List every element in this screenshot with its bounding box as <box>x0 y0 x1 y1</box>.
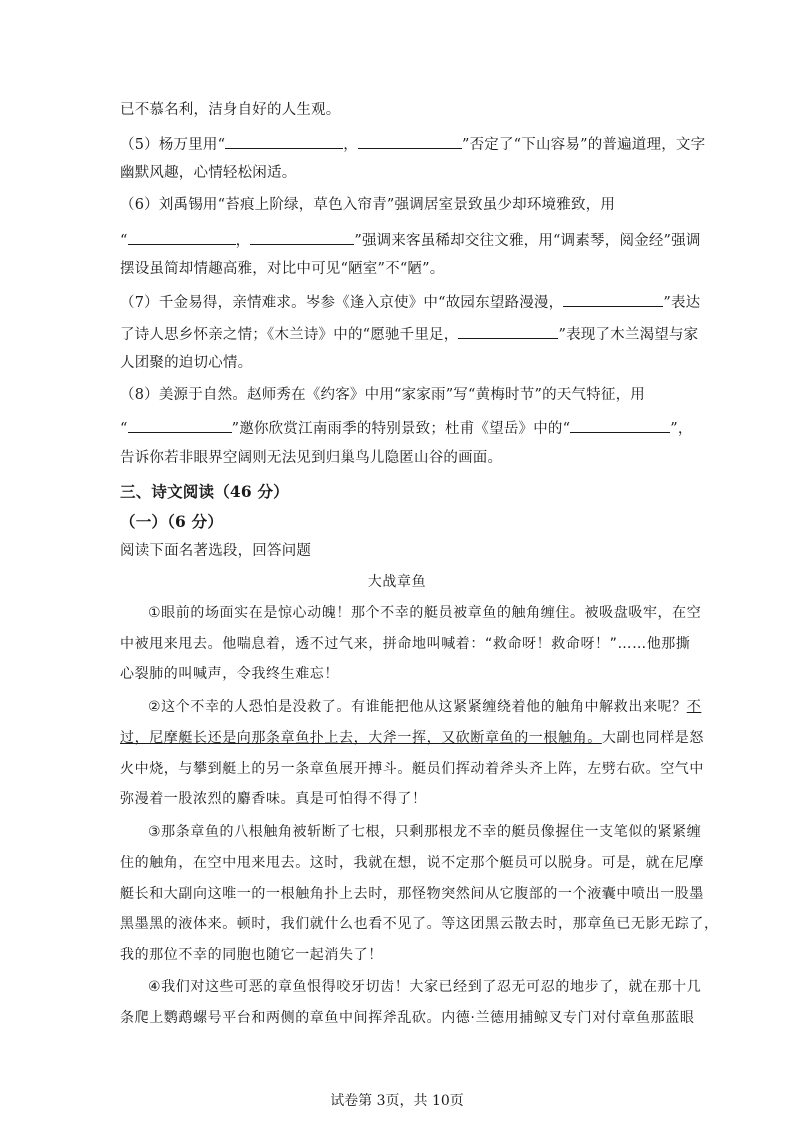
passage-line: 我的那位不幸的同胞也随它一起消失了！ <box>120 947 383 963</box>
passage-paragraph-1: ①眼前的场面实在是惊心动魄！那个不幸的艇员被章鱼的触角缠住。被吸盘吸牢，在空 <box>148 605 702 621</box>
answer-blank[interactable] <box>563 292 663 307</box>
passage-line: 弥漫着一股浓烈的麝香味。真是可怕得不得了！ <box>120 791 427 807</box>
question-6-line-2: “ ， ”强调来客虽稀却交往文雅，用“调素琴，阅金经”强调 <box>120 230 701 251</box>
passage-line: 中被甩来甩去。他喘息着，透不过气来，拼命地叫喊着：“救命呀！救命呀！”……他那撕 <box>120 636 691 652</box>
passage-paragraph-2: ②这个不幸的人恐怕是没救了。有谁能把他从这紧紧缠绕着他的触角中解救出来呢？不 <box>148 699 702 715</box>
passage-paragraph-3: ③那条章鱼的八根触角被斩断了七根，只剩那根龙不幸的艇员像握住一支笔似的紧紧缠 <box>148 824 702 840</box>
question-7-line-3: 人团聚的迫切心情。 <box>120 355 253 371</box>
passage-line: 心裂肺的叫喊声，令我终生难忘！ <box>120 666 339 682</box>
reading-instruction: 阅读下面名著选段，回答问题 <box>120 543 312 559</box>
answer-blank[interactable] <box>128 418 232 433</box>
question-5-line-1: （5）杨万里用“ ， ”否定了“下山容易”的普遍道理，文字 <box>120 134 705 155</box>
part-heading: （一）（6 分） <box>120 512 224 531</box>
answer-blank[interactable] <box>250 230 354 245</box>
answer-blank[interactable] <box>358 134 462 149</box>
underlined-sentence: 不 <box>686 699 702 715</box>
passage-title: 大战章鱼 <box>367 574 427 590</box>
passage-line: 过，尼摩艇长还是向那条章鱼扑上去，大斧一挥，又砍断章鱼的一根触角。大副也同样是怒 <box>120 730 705 746</box>
section-heading: 三、诗文阅读（46 分） <box>120 482 289 501</box>
passage-line: 条爬上鹦鹉螺号平台和两侧的章鱼中间挥斧乱砍。内德·兰德用捕鲸叉专门对付章鱼那蓝眼 <box>120 1010 695 1026</box>
passage-paragraph-4: ④我们对这些可恶的章鱼恨得咬牙切齿！大家已经到了忍无可忍的地步了，就在那十几 <box>148 979 702 995</box>
passage-line: 黑墨黑的液体来。顿时，我们就什么也看不见了。等这团黑云散去时，那章鱼已无影无踪了， <box>120 916 719 932</box>
question-8-line-3: 告诉你若非眼界空阔则无法见到归巢鸟儿隐匿山谷的画面。 <box>120 450 503 466</box>
passage-line: 艇长和大副向这唯一的一根触角扑上去时，那怪物突然间从它腹部的一个液囊中喷出一股墨 <box>120 886 704 902</box>
underlined-sentence: 过，尼摩艇长还是向那条章鱼扑上去，大斧一挥，又砍断章鱼的一根触角。 <box>120 730 602 746</box>
question-6-line-3: 摆设虽简却情趣高雅，对比中可见“陋室”不“陋”。 <box>120 261 445 277</box>
question-5-line-2: 幽默风趣，心情轻松闲适。 <box>120 165 297 181</box>
question-8-line-1: （8）美源于自然。赵师秀在《约客》中用“家家雨”写“黄梅时节”的天气特征，用 <box>120 387 645 403</box>
passage-line: 火中烧，与攀到艇上的另一条章鱼展开搏斗。艇员们挥动着斧头齐上阵，左劈右砍。空气中 <box>120 761 704 777</box>
answer-blank[interactable] <box>225 134 343 149</box>
question-7-line-1: （7）千金易得，亲情难求。岑参《逢入京使》中“故园东望路漫漫， ”表达 <box>120 292 700 313</box>
question-6-line-1: （6）刘禹锡用“苔痕上阶绿，草色入帘青”强调居室景致虽少却环境雅致，用 <box>120 197 616 213</box>
question-7-line-2: 了诗人思乡怀亲之情；《木兰诗》中的“愿驰千里足， ”表现了木兰渴望与家 <box>120 324 698 345</box>
passage-line: 住的触角，在空中甩来甩去。这时，我就在想，说不定那个艇员可以脱身。可是，就在尼摩 <box>120 855 704 871</box>
page-footer: 试卷第 3页，共 10页 <box>330 1093 464 1109</box>
answer-blank[interactable] <box>458 324 558 339</box>
question-8-line-2: “ ”邀你欣赏江南雨季的特别景致；杜甫《望岳》中的“ ”， <box>120 418 693 439</box>
continued-text: 已不慕名利，洁身自好的人生观。 <box>120 102 341 118</box>
answer-blank[interactable] <box>570 418 670 433</box>
answer-blank[interactable] <box>128 230 236 245</box>
